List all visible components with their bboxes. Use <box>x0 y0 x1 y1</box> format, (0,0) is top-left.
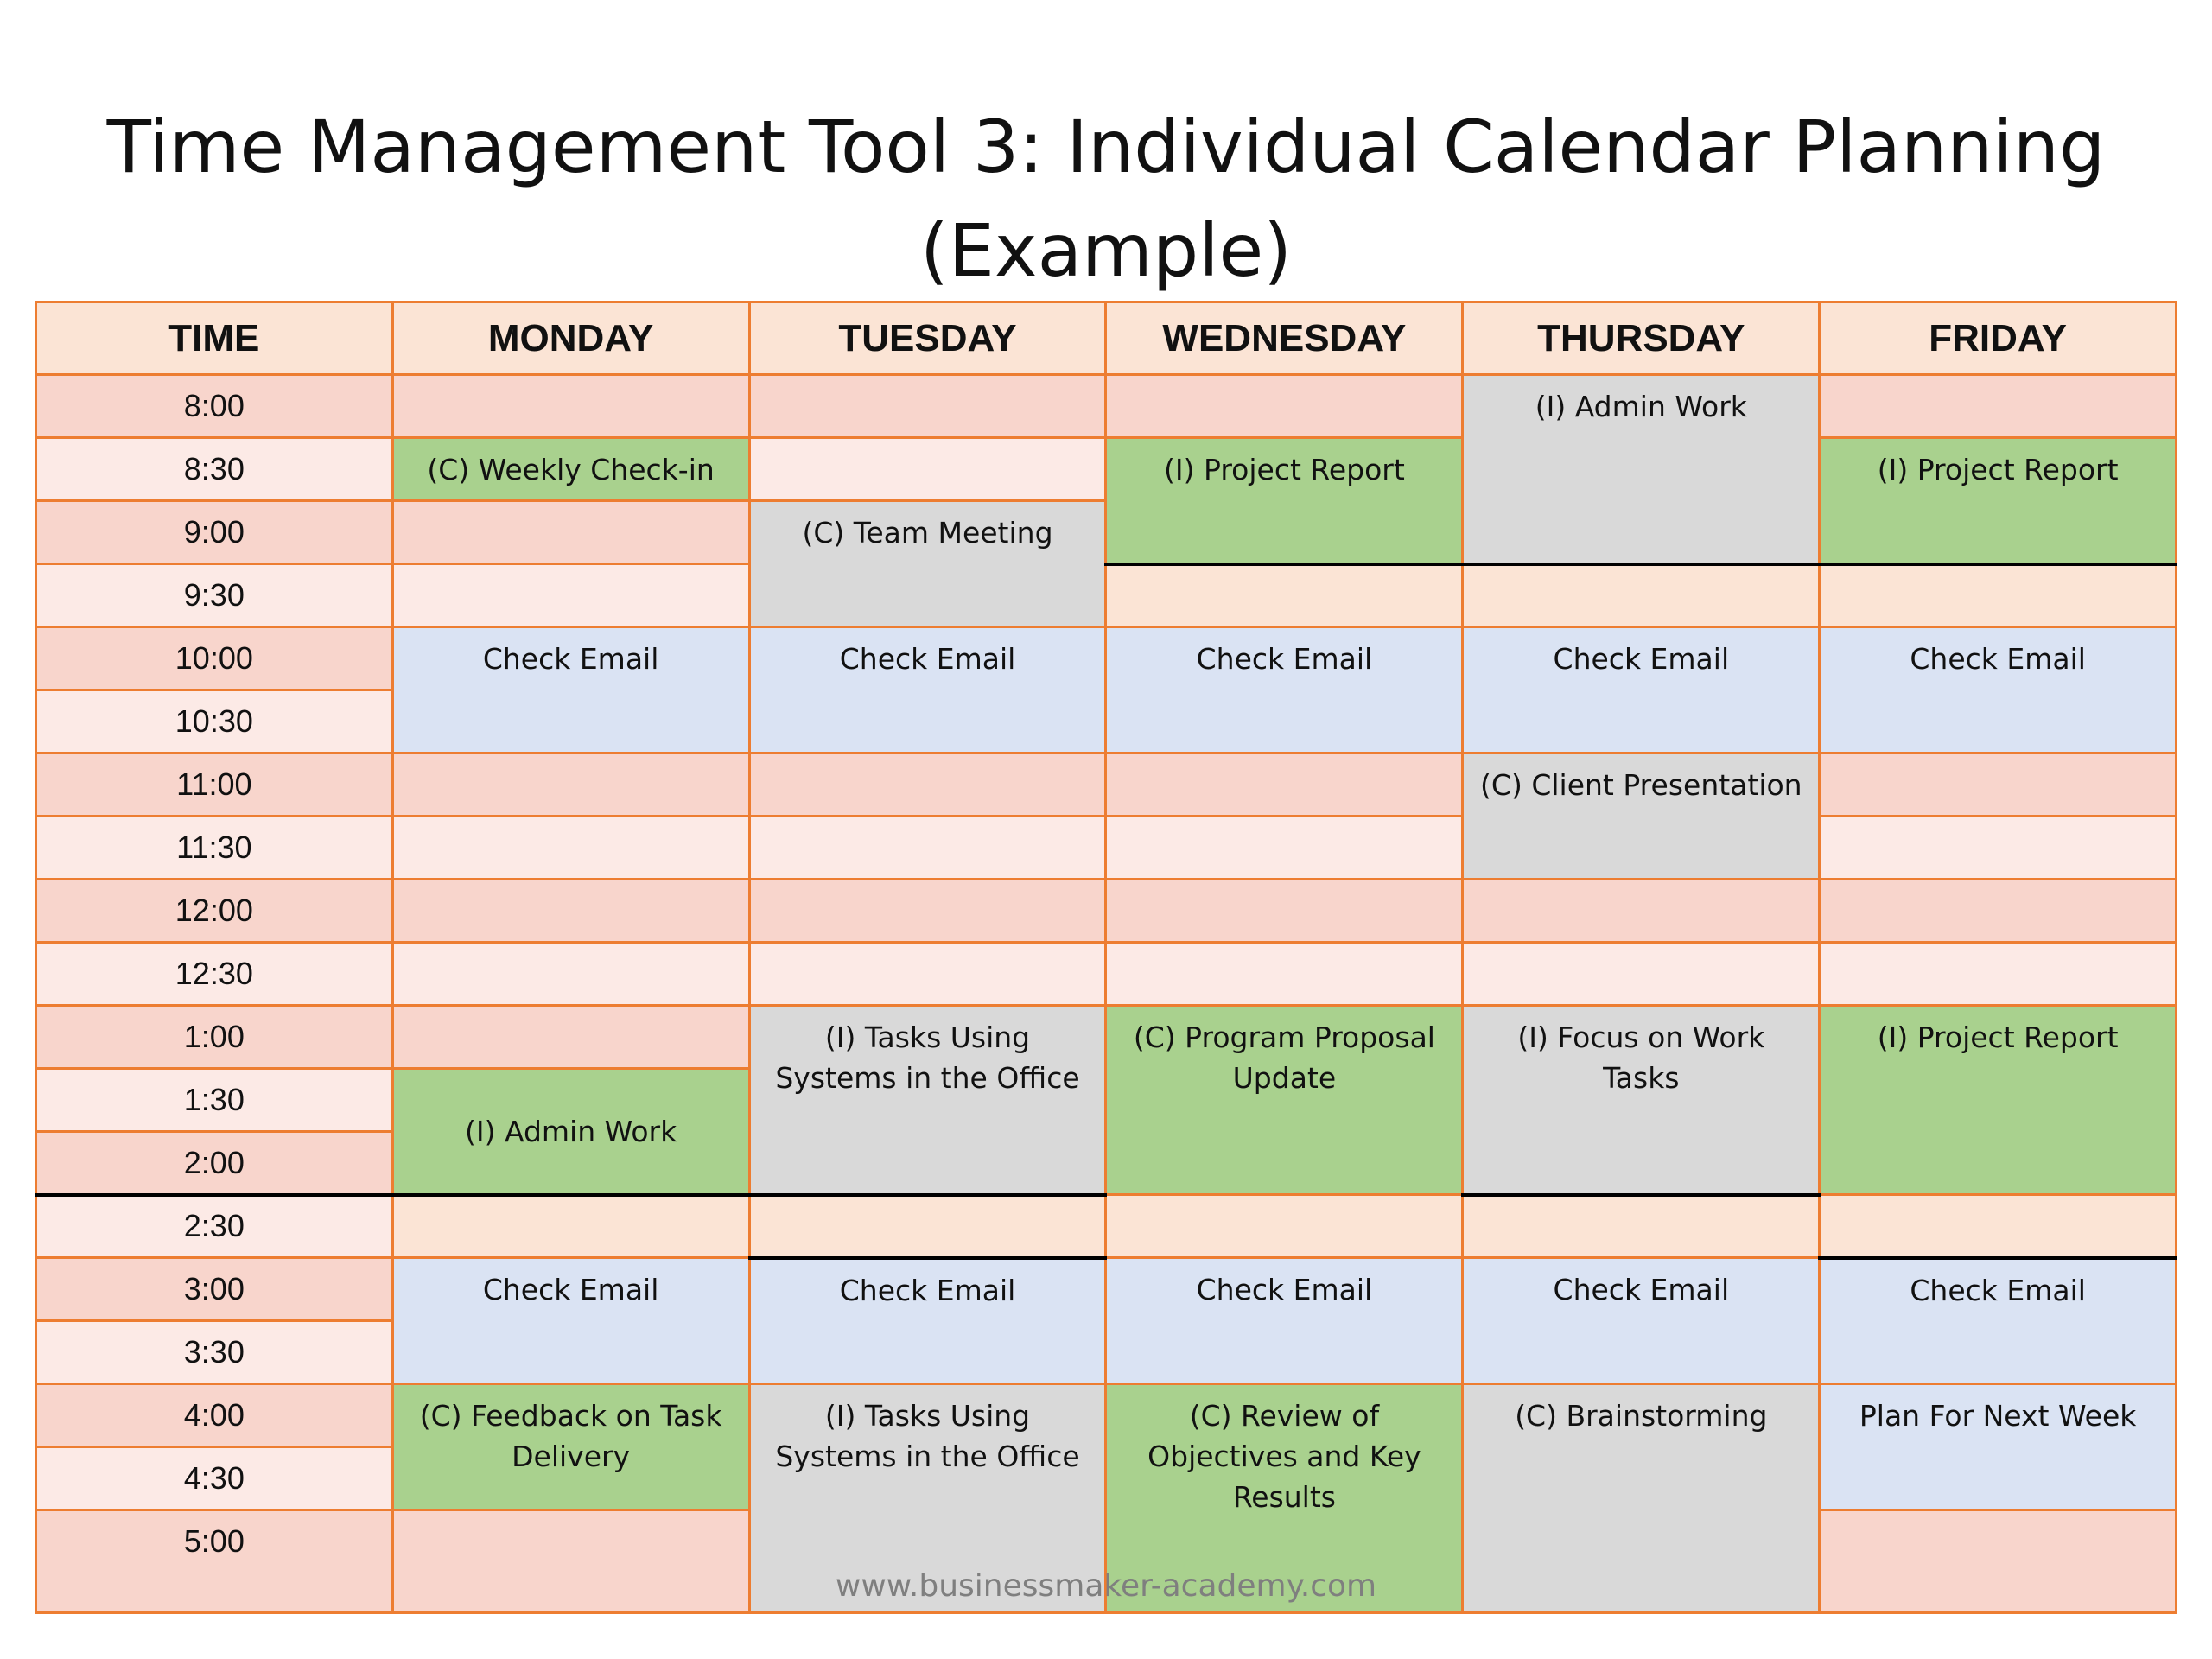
event-check-email: Check Email <box>1106 1258 1463 1384</box>
event-check-email: Check Email <box>1820 627 2177 753</box>
empty-slot <box>749 438 1106 501</box>
event-mon-feedback: (C) Feedback on Task Delivery <box>392 1384 749 1510</box>
empty-slot <box>1820 817 2177 880</box>
empty-slot <box>1820 753 2177 817</box>
empty-slot <box>1463 564 1820 627</box>
header-friday: FRIDAY <box>1820 302 2177 375</box>
time-cell: 3:00 <box>36 1258 393 1321</box>
header-monday: MONDAY <box>392 302 749 375</box>
event-fri-plan-next-week: Plan For Next Week <box>1820 1384 2177 1510</box>
empty-slot <box>392 1006 749 1069</box>
empty-slot <box>749 375 1106 438</box>
event-wed-program-proposal: (C) Program Proposal Update <box>1106 1006 1463 1195</box>
empty-slot <box>1463 1195 1820 1258</box>
row-1230 <box>36 943 2177 1006</box>
event-fri-project-report-pm: (I) Project Report <box>1820 1006 2177 1195</box>
empty-slot <box>1106 375 1463 438</box>
title-line-1: Time Management Tool 3: Individual Calendar Planning <box>106 105 2106 189</box>
time-cell: 10:30 <box>36 690 393 753</box>
time-cell: 12:00 <box>36 880 393 943</box>
title-line-2: (Example) <box>920 208 1292 293</box>
empty-slot <box>1463 943 1820 1006</box>
event-mon-admin-work: (I) Admin Work <box>392 1069 749 1195</box>
event-tue-tasks-systems: (I) Tasks Using Systems in the Office <box>749 1006 1106 1195</box>
event-wed-project-report: (I) Project Report <box>1106 438 1463 564</box>
event-thu-focus-work: (I) Focus on Work Tasks <box>1463 1006 1820 1195</box>
header-row <box>36 302 2177 375</box>
row-1100 <box>36 753 2177 817</box>
event-mon-weekly-checkin: (C) Weekly Check-in <box>392 438 749 501</box>
empty-slot <box>392 375 749 438</box>
empty-slot <box>1820 943 2177 1006</box>
empty-slot <box>392 564 749 627</box>
time-cell: 4:00 <box>36 1384 393 1447</box>
empty-slot <box>1106 943 1463 1006</box>
time-cell: 3:30 <box>36 1321 393 1384</box>
event-tue-tasks-systems-late: (I) Tasks Using Systems in the Office <box>749 1384 1106 1613</box>
time-cell: 5:00 <box>36 1510 393 1613</box>
empty-slot <box>1106 880 1463 943</box>
empty-slot <box>1463 880 1820 943</box>
empty-slot <box>392 753 749 817</box>
time-cell: 8:00 <box>36 375 393 438</box>
row-1200 <box>36 880 2177 943</box>
event-check-email: Check Email <box>749 1258 1106 1384</box>
weekly-calendar-table <box>35 301 2177 1614</box>
empty-slot <box>1820 1195 2177 1258</box>
empty-slot <box>1820 375 2177 438</box>
empty-slot <box>392 501 749 564</box>
event-fri-project-report-am: (I) Project Report <box>1820 438 2177 564</box>
row-230 <box>36 1195 2177 1258</box>
event-thu-brainstorming: (C) Brainstorming <box>1463 1384 1820 1613</box>
empty-slot <box>392 817 749 880</box>
event-check-email: Check Email <box>392 627 749 753</box>
time-cell: 8:30 <box>36 438 393 501</box>
row-100 <box>36 1006 2177 1069</box>
empty-slot <box>1106 1195 1463 1258</box>
row-1000 <box>36 627 2177 690</box>
event-thu-admin-work: (I) Admin Work <box>1463 375 1820 564</box>
empty-slot <box>1106 564 1463 627</box>
empty-slot <box>1820 564 2177 627</box>
time-cell: 11:00 <box>36 753 393 817</box>
empty-slot <box>749 1195 1106 1258</box>
row-1130 <box>36 817 2177 880</box>
header-thursday: THURSDAY <box>1463 302 1820 375</box>
event-check-email: Check Email <box>1820 1258 2177 1384</box>
time-cell: 9:30 <box>36 564 393 627</box>
empty-slot <box>1106 817 1463 880</box>
row-300 <box>36 1258 2177 1321</box>
time-cell: 2:00 <box>36 1132 393 1195</box>
empty-slot <box>749 880 1106 943</box>
time-cell: 1:30 <box>36 1069 393 1132</box>
event-wed-review-okr: (C) Review of Objectives and Key Results <box>1106 1384 1463 1613</box>
empty-slot <box>1820 880 2177 943</box>
row-400 <box>36 1384 2177 1447</box>
header-tuesday: TUESDAY <box>749 302 1106 375</box>
empty-slot <box>392 1195 749 1258</box>
time-cell: 9:00 <box>36 501 393 564</box>
event-check-email: Check Email <box>392 1258 749 1384</box>
empty-slot <box>749 753 1106 817</box>
header-time: TIME <box>36 302 393 375</box>
empty-slot <box>392 880 749 943</box>
time-cell: 11:30 <box>36 817 393 880</box>
time-cell: 10:00 <box>36 627 393 690</box>
watermark: www.businessmaker-academy.com <box>835 1568 1377 1604</box>
event-check-email: Check Email <box>1106 627 1463 753</box>
time-cell: 1:00 <box>36 1006 393 1069</box>
row-800 <box>36 375 2177 438</box>
event-check-email: Check Email <box>749 627 1106 753</box>
time-cell: 12:30 <box>36 943 393 1006</box>
empty-slot <box>1106 753 1463 817</box>
event-check-email: Check Email <box>1463 1258 1820 1384</box>
row-930 <box>36 564 2177 627</box>
time-cell: 4:30 <box>36 1447 393 1510</box>
header-wednesday: WEDNESDAY <box>1106 302 1463 375</box>
empty-slot <box>392 943 749 1006</box>
row-830 <box>36 438 2177 501</box>
event-thu-client-presentation: (C) Client Presentation <box>1463 753 1820 880</box>
page-title <box>0 95 2212 302</box>
empty-slot <box>749 817 1106 880</box>
event-check-email: Check Email <box>1463 627 1820 753</box>
time-cell: 2:30 <box>36 1195 393 1258</box>
empty-slot <box>749 943 1106 1006</box>
event-tue-team-meeting: (C) Team Meeting <box>749 501 1106 627</box>
